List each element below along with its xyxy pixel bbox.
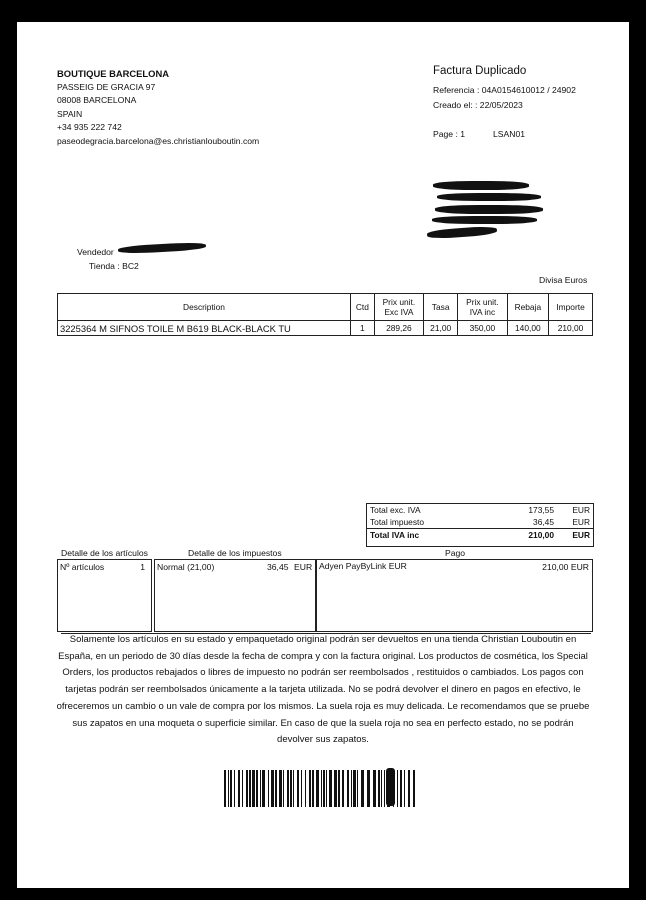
store-address-line2: 08008 BARCELONA bbox=[57, 95, 137, 105]
policy-line: España, en un periodo de 30 días desde la fecha de compra y con la factura original. Los productos de cosmética, los Special bbox=[58, 650, 588, 662]
articles-count: 1 bbox=[140, 562, 145, 572]
total-tax-currency: EUR bbox=[572, 517, 590, 527]
store-phone: +34 935 222 742 bbox=[57, 122, 122, 132]
payment-header: Pago bbox=[445, 548, 466, 558]
item-price-inc: 350,00 bbox=[458, 321, 507, 336]
items-table-header bbox=[58, 294, 593, 321]
item-description: 3225364 M SIFNOS TOILE M B619 BLACK-BLACK TU bbox=[58, 321, 351, 336]
total-exc-label: Total exc. IVA bbox=[370, 505, 421, 515]
item-amount: 210,00 bbox=[549, 321, 593, 336]
item-rate: 21,00 bbox=[424, 321, 458, 336]
vendor-label: Vendedor bbox=[77, 247, 114, 257]
payment-value: 210,00 EUR bbox=[542, 562, 589, 572]
col-rate: Tasa bbox=[424, 294, 458, 321]
store-country: SPAIN bbox=[57, 109, 83, 119]
total-inc-value: 210,00 bbox=[491, 529, 557, 542]
payment-method: Adyen PayByLink EUR bbox=[319, 561, 407, 571]
total-row bbox=[367, 504, 593, 516]
invoice-title: Factura Duplicado bbox=[433, 65, 527, 77]
col-qty: Ctd bbox=[351, 294, 375, 321]
col-amount: Importe bbox=[549, 294, 593, 321]
tax-label: Normal (21,00) bbox=[157, 562, 215, 572]
policy-line: Orders, los productos rebajados o libres de impuesto no podrán ser reembolsados , restituidos o cambiados. Los pagos con bbox=[62, 667, 584, 679]
store-address-line1: PASSEIG DE GRACIA 97 bbox=[57, 82, 156, 92]
articles-label: Nº artículos bbox=[60, 562, 105, 572]
col-price-inc: Prix unit. IVA inc bbox=[458, 294, 507, 321]
policy-line: tarjetas podrán ser reembolsados únicamente a la tarjeta utilizada. No se podrá devolver el dinero en pagos en efectivo, le bbox=[65, 684, 581, 696]
store-name: BOUTIQUE BARCELONA bbox=[57, 68, 169, 79]
currency-label: Divisa Euros bbox=[539, 275, 588, 285]
col-price-ex: Prix unit. Exc IVA bbox=[374, 294, 423, 321]
total-tax-value: 36,45 bbox=[533, 517, 554, 527]
total-exc-currency: EUR bbox=[572, 505, 590, 515]
col-discount: Rebaja bbox=[507, 294, 548, 321]
total-tax-label: Total impuesto bbox=[370, 517, 424, 527]
items-table bbox=[57, 293, 593, 336]
invoice-page bbox=[17, 22, 629, 888]
articles-box bbox=[57, 559, 152, 632]
redacted-barcode-segment bbox=[386, 768, 395, 806]
taxes-header: Detalle de los impuestos bbox=[188, 548, 282, 558]
tax-currency: EUR bbox=[294, 562, 313, 572]
redacted-vendor-name bbox=[118, 242, 206, 255]
store-email: paseodegracia.barcelona@es.christianlouboutin.com bbox=[57, 136, 260, 146]
item-price-ex: 289,26 bbox=[374, 321, 423, 336]
articles-header: Detalle de los artículos bbox=[61, 548, 148, 558]
total-inc-label: Total IVA inc bbox=[367, 529, 491, 542]
invoice-page-number: Page : 1 bbox=[433, 129, 466, 139]
invoice-reference: Referencia : 04A0154610012 / 24902 bbox=[433, 85, 576, 95]
total-inc-currency: EUR bbox=[557, 529, 593, 542]
taxes-box bbox=[154, 559, 316, 632]
total-row bbox=[367, 516, 593, 529]
invoice-code: LSAN01 bbox=[493, 129, 526, 139]
item-qty: 1 bbox=[351, 321, 375, 336]
col-description: Description bbox=[58, 294, 351, 321]
tax-value: 36,45 bbox=[267, 562, 289, 572]
return-policy-text bbox=[17, 632, 629, 749]
payment-box bbox=[316, 559, 593, 632]
policy-line: sus zapatos en una moqueta o superficie similar. En caso de que la suela roja no sea en perfecto estado, no se podrán bbox=[72, 717, 574, 729]
policy-line: devolver sus zapatos. bbox=[277, 734, 369, 746]
policy-line: Solamente los artículos en su estado y empaquetado original podrán ser devueltos en una tienda Christian Louboutin en bbox=[69, 634, 577, 645]
total-row bbox=[367, 529, 593, 542]
item-discount: 140,00 bbox=[507, 321, 548, 336]
table-row bbox=[58, 321, 593, 336]
invoice-created-date: Creado el: : 22/05/2023 bbox=[433, 100, 523, 110]
policy-line: ofreceremos un cambio o un vale de compra por los mismos. La suela roja es muy delicada. Le recomendamos que se pruebe bbox=[56, 700, 590, 712]
store-code: Tienda : BC2 bbox=[89, 261, 139, 271]
total-exc-value: 173,55 bbox=[528, 505, 554, 515]
totals-table bbox=[367, 504, 593, 541]
